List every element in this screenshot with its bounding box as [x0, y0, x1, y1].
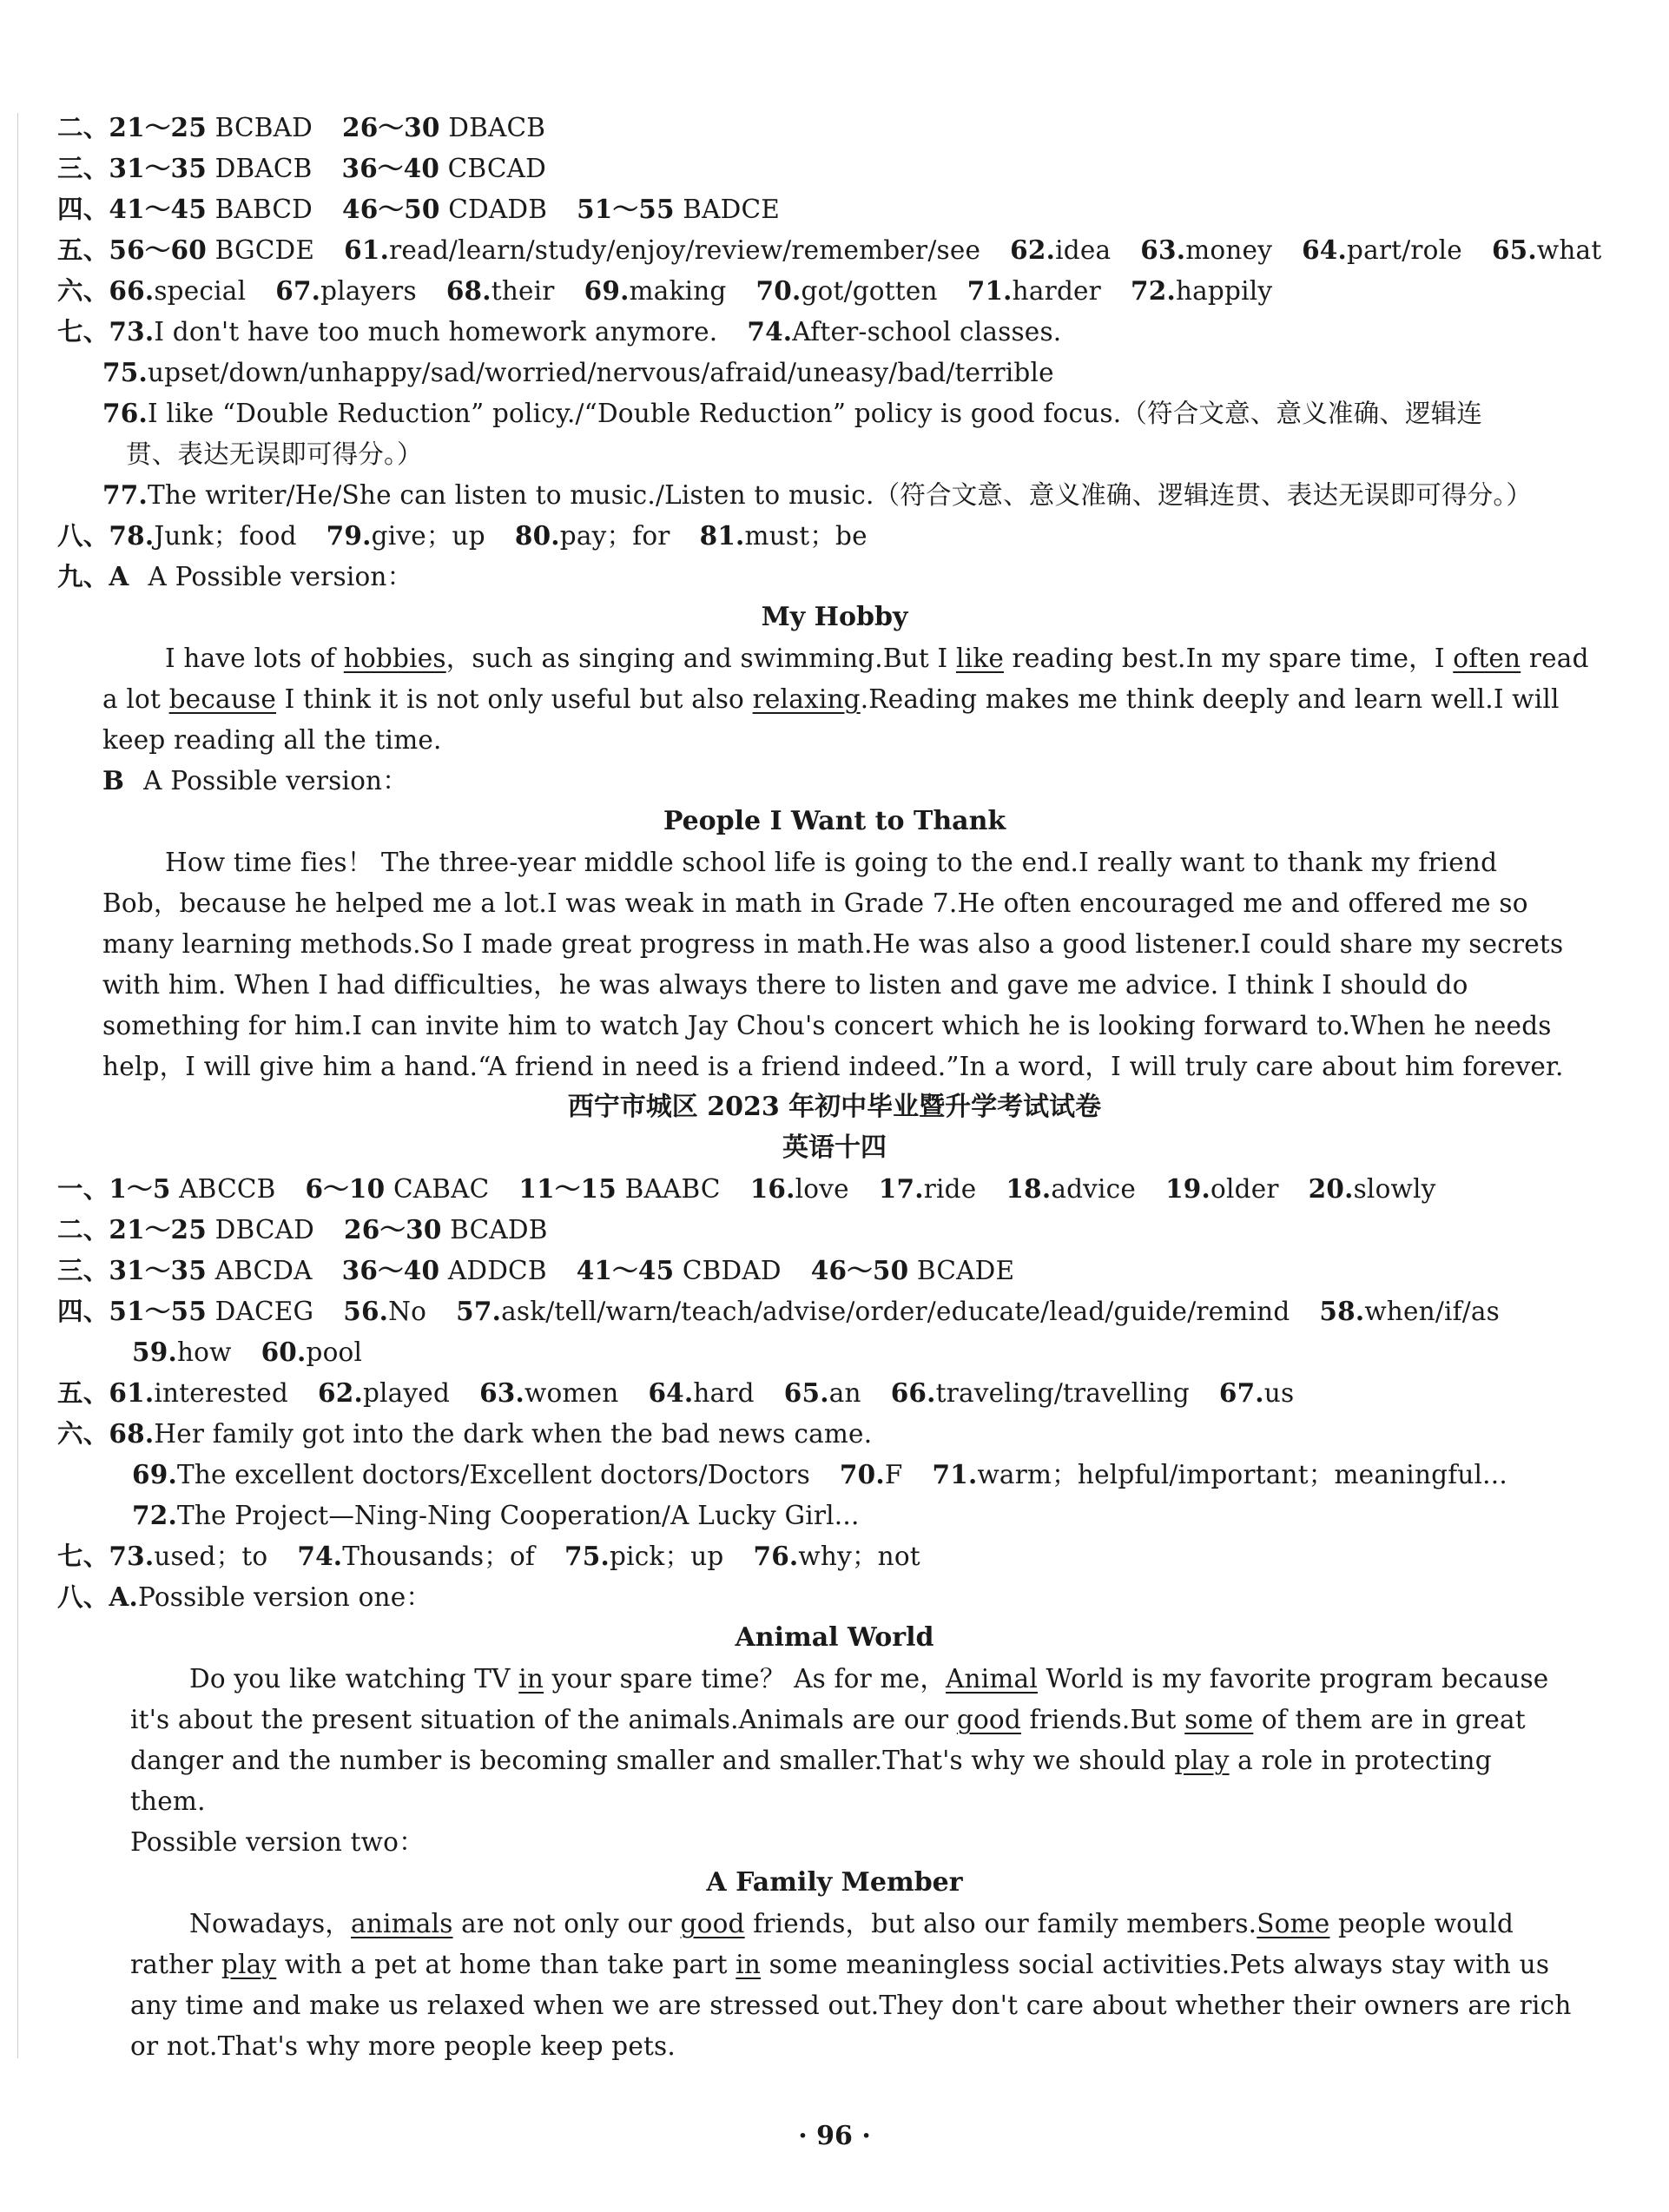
thank-line-2: Bob，because he helped me a lot.I was weak in math in Grade 7.He often encouraged me and offered me so: [102, 888, 1528, 918]
writing-version-one-label: 八、A.Possible version one：: [57, 1581, 432, 1612]
page-number: · 96 ·: [798, 2121, 871, 2151]
answer-line-77: 77.The writer/He/She can listen to music./Listen to music.（符合文意、意义准确、逻辑连贯、表达无误即可得分。）: [102, 479, 1533, 510]
thank-line-6: help，I will give him a hand.“A friend in need is a friend indeed.”In a word，I will truly care about him forever.: [102, 1052, 1564, 1081]
answer-line-69-71: 69.The excellent doctors/Excellent doctors/Doctors 70.F 71.warm；helpful/important；meaningful...: [132, 1459, 1507, 1489]
answer-line-73-76: 七、73.used；to 74.Thousands；of 75.pick；up 76.why；not: [57, 1541, 920, 1571]
answer-line-78-81: 八、78.Junk；food 79.give；up 80.pay；for 81.must；be: [57, 520, 867, 551]
exam-title: 西宁市城区 2023 年初中毕业暨升学考试试卷: [567, 1092, 1102, 1122]
answer-line-1-20: 一、1～5 ABCCB 6～10 CABAC 11～15 BAABC 16.love 17.ride 18.advice 19.older 20.slowly: [57, 1173, 1436, 1204]
answer-line-73-74: 七、73.I don't have too much homework anymore. 74.After-school classes.: [57, 316, 1062, 347]
family-line-3: any time and make us relaxed when we are stressed out.They don't care about whether their owners are rich: [130, 1991, 1572, 2020]
exam-subtitle: 英语十四: [782, 1132, 887, 1163]
essay-title-my-hobby: My Hobby: [761, 602, 908, 632]
essay-title-animal-world: Animal World: [735, 1622, 934, 1653]
answer-line-76-cont: 贯、表达无误即可得分。）: [126, 439, 423, 469]
essay-title-people-i-want-to-thank: People I Want to Thank: [663, 806, 1006, 836]
answer-line-75: 75.upset/down/unhappy/sad/worried/nervous/afraid/uneasy/bad/terrible: [102, 357, 1054, 387]
answer-line-31-50: 三、31～35 ABCDA 36～40 ADDCB 41～45 CBDAD 46～50 BCADE: [57, 1255, 1015, 1285]
hobby-line-1: I have lots of hobbies，such as singing and swimming.But I like reading best.In my spare time，I often read: [165, 644, 1589, 673]
answer-line-76: 76.I like “Double Reduction” policy./“Double Reduction” policy is good focus.（符合文意、意义准确、逻辑连: [102, 398, 1483, 428]
family-line-4: or not.That's why more people keep pets.: [130, 2031, 676, 2061]
thank-line-3: many learning methods.So I made great progress in math.He was also a good listener.I could share my secrets: [102, 929, 1564, 959]
answer-line-59-60: 59.how 60.pool: [132, 1337, 363, 1367]
writing-a-label: 九、A A Possible version：: [57, 561, 413, 591]
animal-line-3: danger and the number is becoming smaller and smaller.That's why we should play a role in protecting: [130, 1746, 1492, 1775]
family-line-2: rather play with a pet at home than take part in some meaningless social activities.Pets always stay with us: [130, 1950, 1550, 1979]
answer-line-31-40: 三、31～35 DBACB 36～40 CBCAD: [57, 153, 546, 183]
animal-line-2: it's about the present situation of the animals.Animals are our good friends.But some of them are in great: [130, 1705, 1526, 1734]
answer-line-72: 72.The Project—Ning-Ning Cooperation/A Lucky Girl...: [132, 1500, 860, 1530]
margin-rule: [17, 113, 18, 2058]
hobby-line-2: a lot because I think it is not only useful but also relaxing.Reading makes me think deeply and learn well.I will: [102, 684, 1560, 714]
answer-line-21-30: 二、21～25 BCBAD 26～30 DBACB: [57, 112, 546, 142]
thank-line-1: How time fies！ The three-year middle school life is going to the end.I really want to thank my friend: [165, 848, 1498, 877]
answer-line-51-58: 四、51～55 DACEG 56.No 57.ask/tell/warn/teach/advise/order/educate/lead/guide/remind 58.when/if/as: [57, 1296, 1501, 1326]
thank-line-5: something for him.I can invite him to watch Jay Chou's concert which he is looking forward to.When he needs: [102, 1011, 1552, 1040]
animal-line-4: them.: [130, 1786, 206, 1816]
essay-title-a-family-member: A Family Member: [706, 1867, 963, 1898]
answer-line-68: 六、68.Her family got into the dark when the bad news came.: [57, 1418, 873, 1449]
answer-line-61-67: 五、61.interested 62.played 63.women 64.hard 65.an 66.traveling/travelling 67.us: [57, 1377, 1295, 1408]
thank-line-4: with him. When I had difficulties，he was always there to listen and gave me advice. I think I should do: [102, 970, 1468, 1000]
writing-b-label: B A Possible version：: [102, 765, 408, 796]
answer-line-41-55: 四、41～45 BABCD 46～50 CDADB 51～55 BADCE: [57, 194, 781, 224]
writing-version-two-label: Possible version two：: [130, 1827, 425, 1857]
answer-line-56-65: 五、56～60 BGCDE 61.read/learn/study/enjoy/review/remember/see 62.idea 63.money 64.part/role 65.what: [57, 234, 1602, 265]
hobby-line-3: keep reading all the time.: [102, 725, 442, 755]
family-line-1: Nowadays，animals are not only our good friends，but also our family members.Some people would: [189, 1909, 1514, 1938]
answer-line-66-72: 六、66.special 67.players 68.their 69.making 70.got/gotten 71.harder 72.happily: [57, 275, 1273, 306]
answer-line-21-30-b: 二、21～25 DBCAD 26～30 BCADB: [57, 1214, 548, 1245]
animal-line-1: Do you like watching TV in your spare time？ As for me，Animal World is my favorite program because: [189, 1664, 1549, 1694]
